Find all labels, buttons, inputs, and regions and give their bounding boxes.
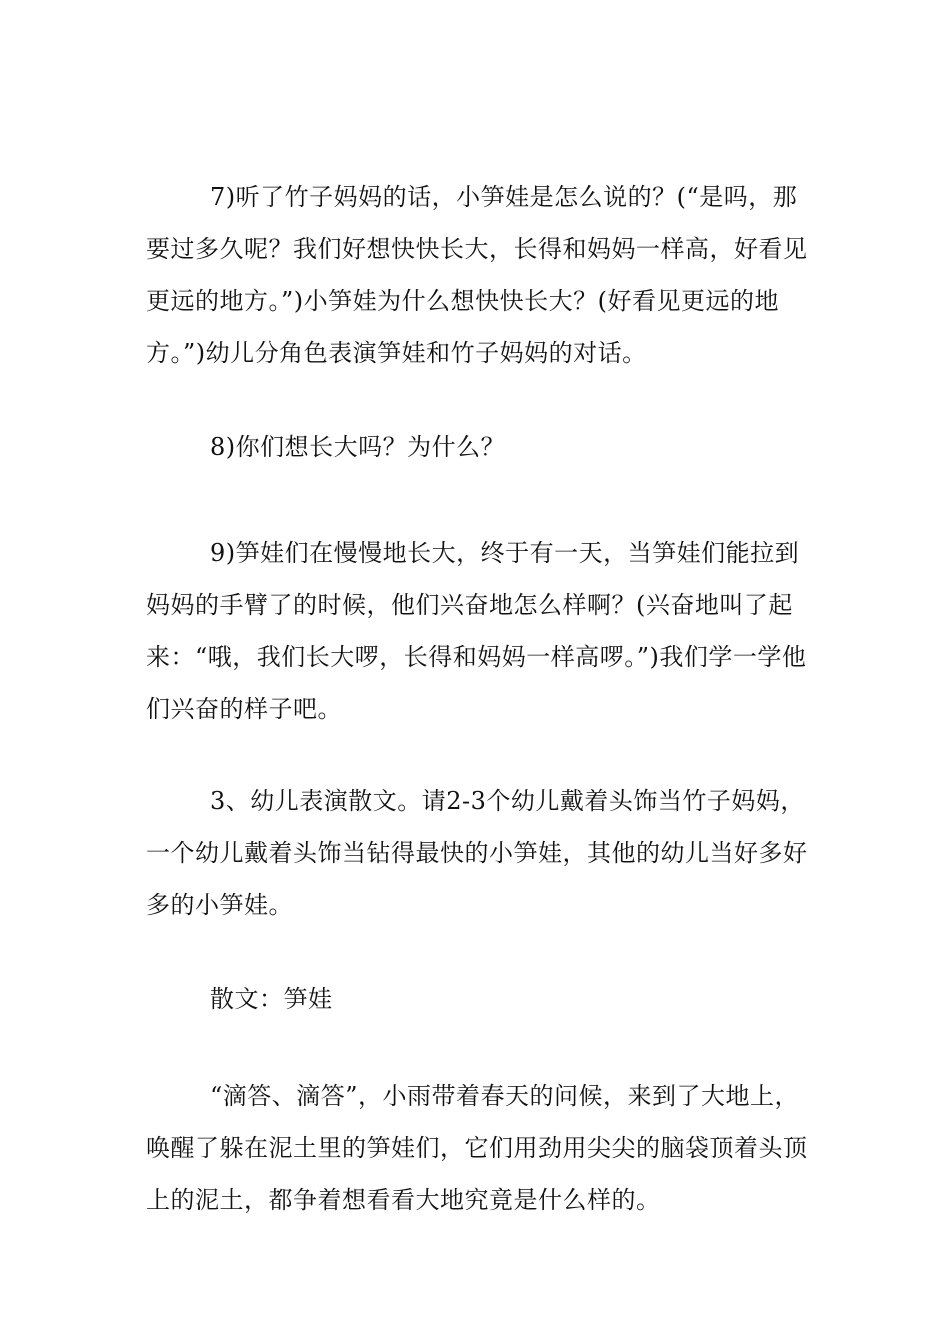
prose-title: 散文：笋娃 [210, 985, 333, 1013]
paragraph-question-7: 7)听了竹子妈妈的话，小笋娃是怎么说的？(“是吗，那要过多久呢？我们好想快快长大，长得和妈妈一样高，好看见更远的地方。”)小笋娃为什么想快快长大？(好看见更远的地方。”)幼儿分角色表演笋娃和竹子妈妈的对话。 [146, 183, 808, 367]
paragraph-question-8: 8)你们想长大吗？为什么？ [210, 433, 506, 461]
paragraph-step-3: 3、幼儿表演散文。请2-3个幼儿戴着头饰当竹子妈妈，一个幼儿戴着头饰当钻得最快的小笋娃，其他的幼儿当好多好多的小笋娃。 [146, 787, 808, 919]
prose-paragraph: “滴答、滴答”，小雨带着春天的问候，来到了大地上，唤醒了躲在泥土里的笋娃们，它们用劲用尖尖的脑袋顶着头顶上的泥土，都争着想看看大地究竟是什么样的。 [146, 1082, 808, 1214]
paragraph-question-9: 9)笋娃们在慢慢地长大，终于有一天，当笋娃们能拉到妈妈的手臂了的时候，他们兴奋地怎么样啊？(兴奋地叫了起来：“哦，我们长大啰，长得和妈妈一样高啰。”)我们学一学他们兴奋的样子吧。 [146, 539, 807, 723]
